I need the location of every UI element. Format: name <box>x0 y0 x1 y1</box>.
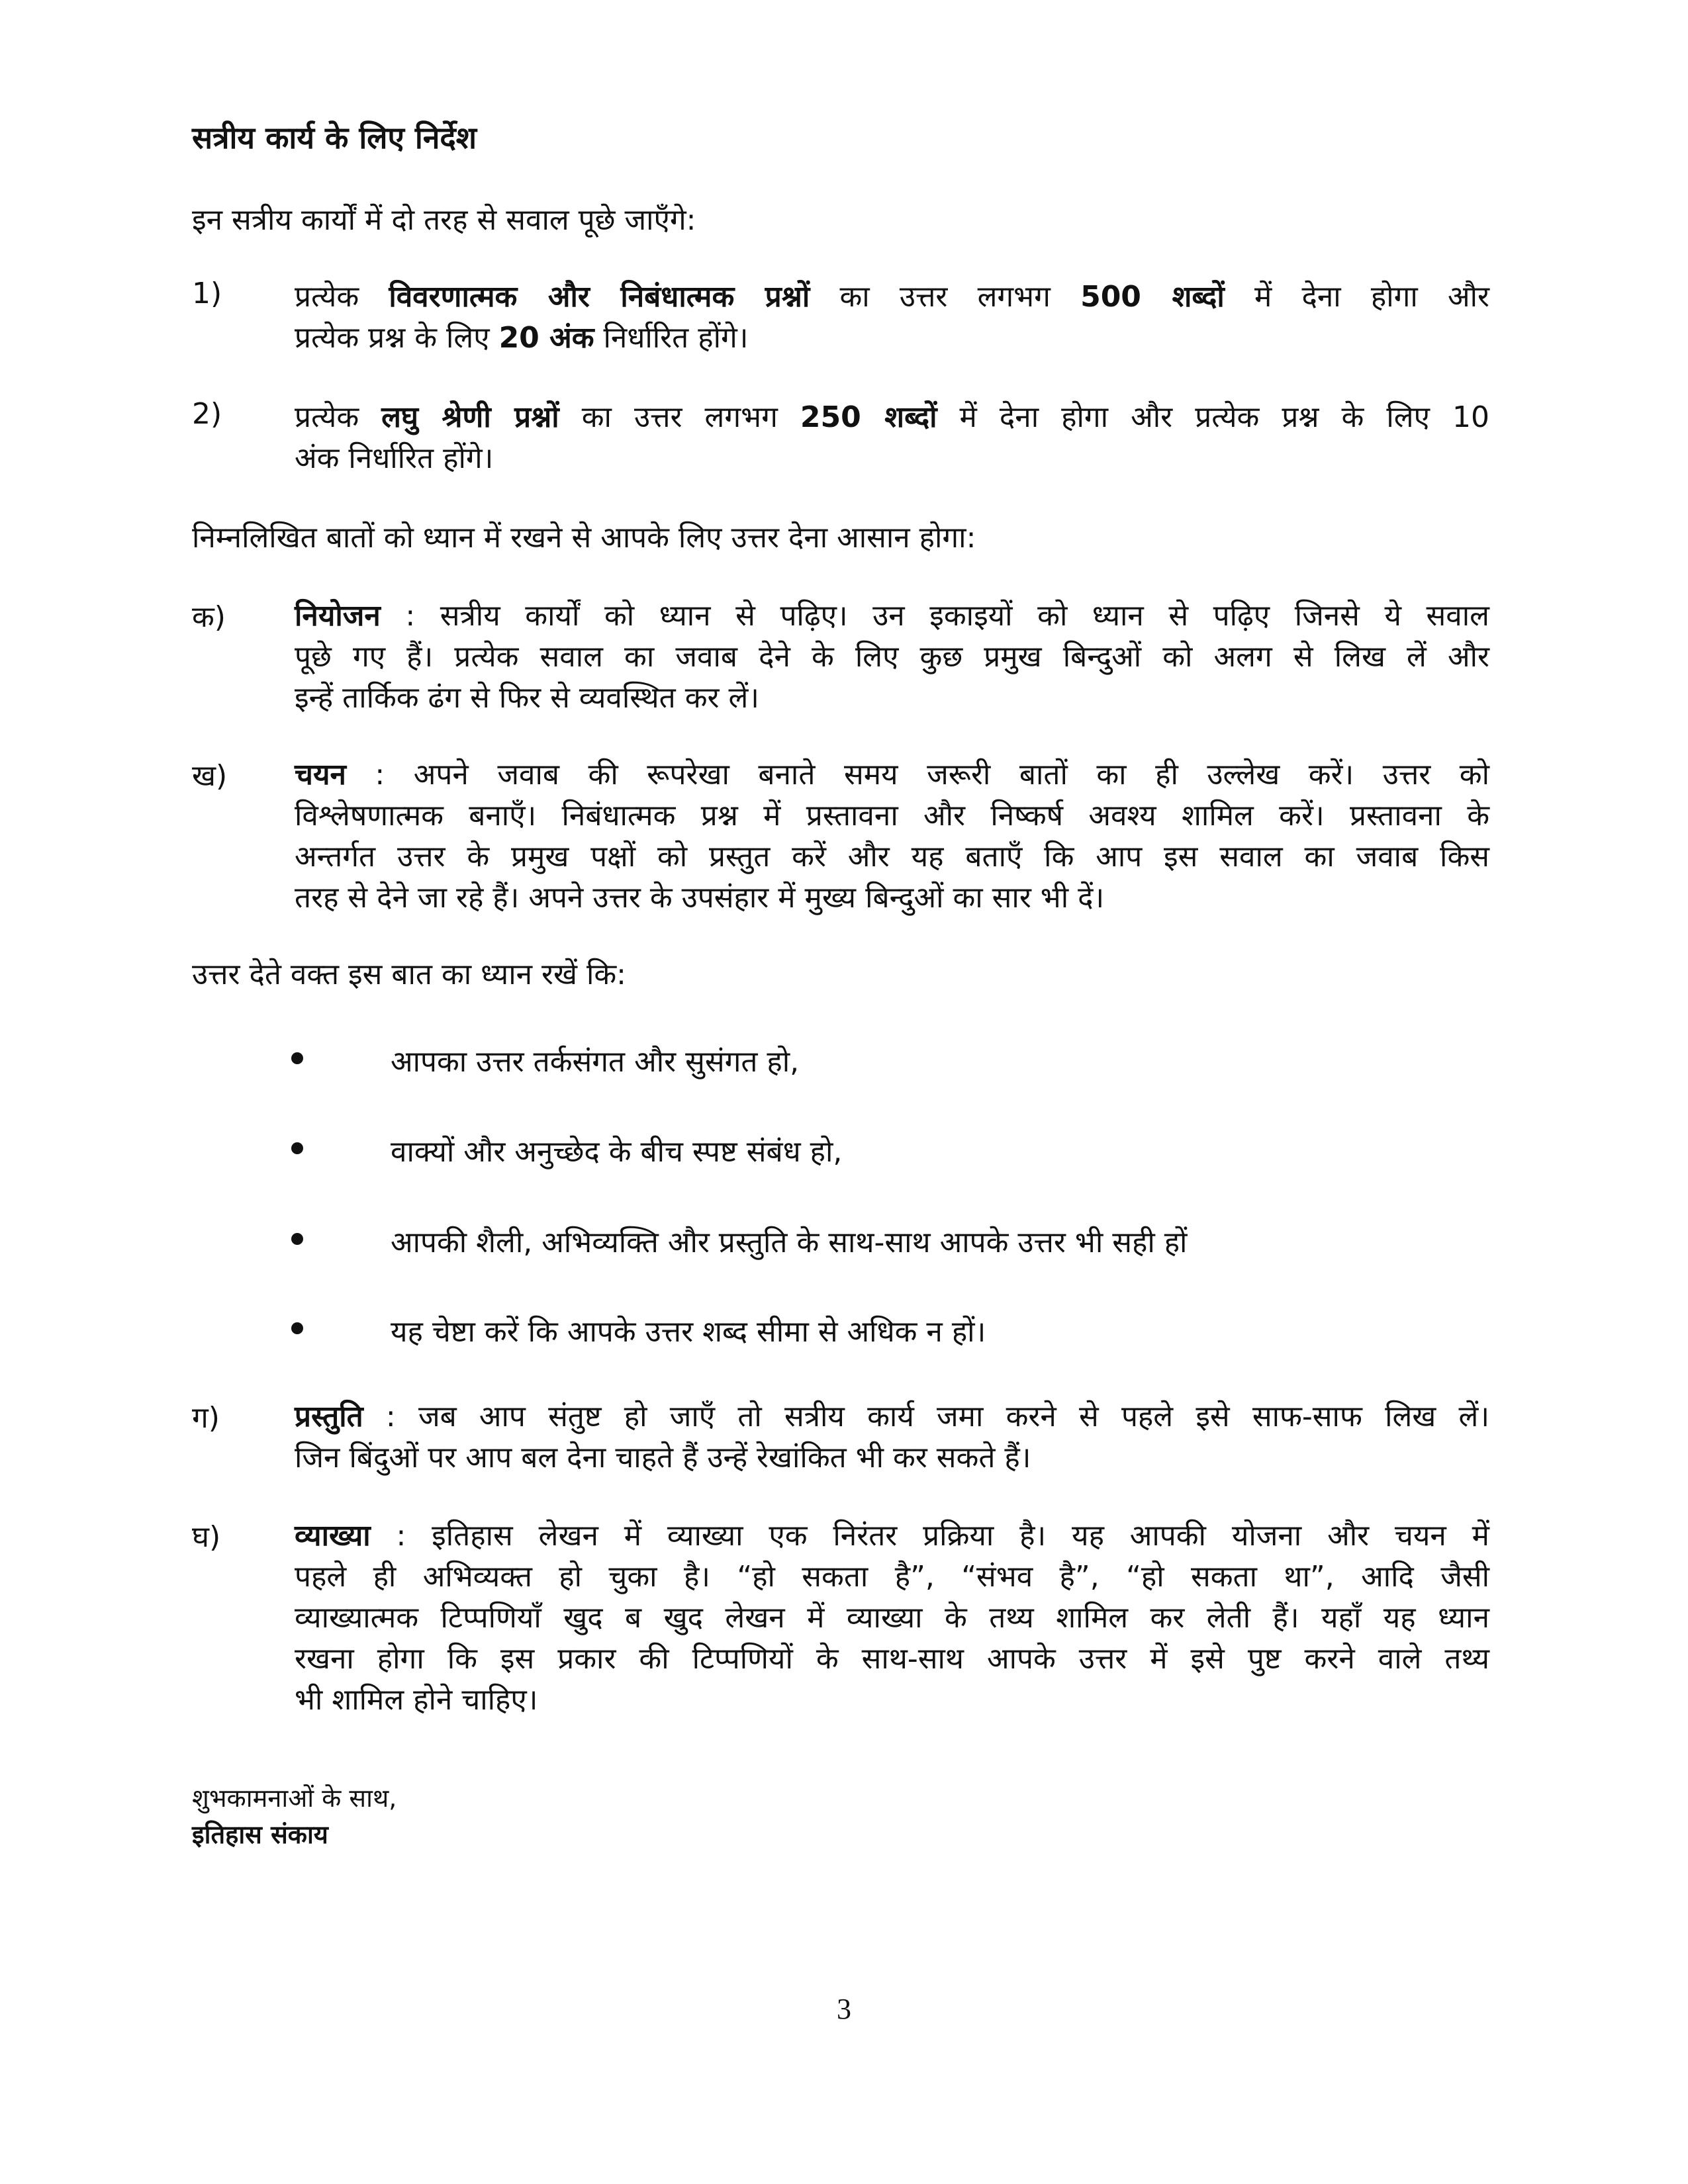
page-number: 3 <box>837 1993 851 2025</box>
bold-term: प्रस्तुति <box>295 1400 363 1433</box>
closing-greeting: शुभकामनाओं के साथ, <box>192 1784 397 1813</box>
bold-term: व्याख्या <box>295 1519 371 1553</box>
bold-term: नियोजन <box>295 599 381 633</box>
bullet-icon <box>291 1233 303 1245</box>
tips-intro-text: निम्नलिखित बातों को ध्यान में रखने से आपके लिए उत्तर देना आसान होगा: <box>192 521 976 555</box>
list-marker: 1) <box>192 277 222 310</box>
list-marker: क) <box>192 600 226 634</box>
bullet-icon <box>291 1052 303 1064</box>
answer-note-text: उत्तर देते वक्त इस बात का ध्यान रखें कि: <box>192 958 626 991</box>
list-marker: घ) <box>192 1520 221 1554</box>
intro-text: इन सत्रीय कार्यों में दो तरह से सवाल पूछे जाएँगे: <box>192 203 696 237</box>
list-marker: 2) <box>192 397 222 431</box>
tip-interpretation-text: व्याख्या : इतिहास लेखन में व्याख्या एक निरंतर प्रक्रिया है। यह आपकी योजना और चयन में पहले ही अभिव्यक्त हो चुका है। “हो सकता है”, “संभव है”, “हो सकता था”, आदि जैसी व्याख्यात्मक टिप्पणियाँ खुद ब खुद लेखन में व्याख्या के तथ्य शामिल कर लेती हैं। यहाँ यह ध्यान रखना होगा कि इस प्रकार की टिप्पणियों के साथ-साथ आपके उत्तर में इसे पुष्ट करने वाले तथ्य भी शामिल होने चाहिए। <box>295 1519 1489 1717</box>
bold-term: 500 शब्दों <box>1080 280 1225 314</box>
bold-term: 250 शब्दों <box>800 400 937 434</box>
tip-presentation-text: प्रस्तुति : जब आप संतुष्ट हो जाएँ तो सत्रीय कार्य जमा करने से पहले इसे साफ-साफ लिख लें। जिन बिंदुओं पर आप बल देना चाहते हैं उन्हें रेखांकित भी कर सकते हैं। <box>295 1400 1489 1475</box>
document-page: सत्रीय कार्य के लिए निर्देश इन सत्रीय कार्यों में दो तरह से सवाल पूछे जाएँगे: 1) प्रत्येक विवरणात्मक और निबंधात्मक प्रश्नों का उत्तर लगभग 500 शब्दों में देना होगा और प्रत्येक प्रश्न के लिए 20 अंक निर्धारित होंगे। 2) प्रत्येक लघु श्रेणी प्रश्नों का उत्तर लगभग 250 शब्दों में देना होगा और प्रत्येक प्रश्न के लिए 10 अंक निर्धारित होंगे। निम्नलिखित बातों को ध्यान में रखने से आपके लिए उत्तर देना आसान होगा: क) नियोजन : सत्रीय कार्यों को ध्यान से पढ़िए। उन इकाइयों को ध्यान से पढ़िए जिनसे ये सवाल पूछे गए हैं। प्रत्येक सवाल का जवाब देने के लिए कुछ प्रमुख बिन्दुओं को अलग से लिख लें और इन्हें तार्किक ढंग से फिर से व्यवस्थित कर लें। ख) चयन : अपने जवाब की रूपरेखा बनाते समय जरूरी बातों का ही उल्लेख करें। उत्तर को विश्लेषणात्मक बनाएँ। निबंधात्मक प्रश्न में प्रस्तावना और निष्कर्ष अवश्य शामिल करें। प्रस्तावना के अन्तर्गत उत्तर के प्रमुख पक्षों को प्रस्तुत करें और यह बताएँ कि आप इस सवाल का जवाब किस तरह से देने जा रहे हैं। अपने उत्तर के उपसंहार में मुख्य बिन्दुओं का सार भी दें। उत्तर देते वक्त इस बात का ध्यान रखें कि: आपका उत्तर तर्कसंगत और सुसंगत हो, वाक्यों और अनुच्छेद के बीच स्पष्ट संबंध हो, आपकी शैली, अभिव्यक्ति और प्रस्तुति के साथ-साथ आपके उत्तर भी सही हों यह चेष्टा करें कि आपके उत्तर शब्द सीमा से अधिक न हों। ग) प्रस्तुति : जब आप संतुष्ट हो जाएँ तो सत्रीय कार्य जमा करने से पहले इसे साफ-साफ लिख लें। जिन बिंदुओं पर आप बल देना चाहते हैं उन्हें रेखांकित भी कर सकते हैं। घ) व्याख्या : इतिहास लेखन में व्याख्या एक निरंतर प्रक्रिया है। यह आपकी योजना और चयन में पहले ही अभिव्यक्त हो चुका है। “हो सकता है”, “संभव है”, “हो सकता था”, आदि जैसी व्याख्यात्मक टिप्पणियाँ खुद ब खुद लेखन में व्याख्या के तथ्य शामिल कर लेती हैं। यहाँ यह ध्यान रखना होगा कि इस प्रकार की टिप्पणियों के साथ-साथ आपके उत्तर में इसे पुष्ट करने वाले तथ्य भी शामिल होने चाहिए। शुभकामनाओं के साथ, इतिहास संकाय 3 <box>0 0 1688 2184</box>
bold-term: 20 अंक <box>498 321 594 355</box>
closing-signature: इतिहास संकाय <box>192 1820 328 1849</box>
tip-selection-text: चयन : अपने जवाब की रूपरेखा बनाते समय जरूरी बातों का ही उल्लेख करें। उत्तर को विश्लेषणात्मक बनाएँ। निबंधात्मक प्रश्न में प्रस्तावना और निष्कर्ष अवश्य शामिल करें। प्रस्तावना के अन्तर्गत उत्तर के प्रमुख पक्षों को प्रस्तुत करें और यह बताएँ कि आप इस सवाल का जवाब किस तरह से देने जा रहे हैं। अपने उत्तर के उपसंहार में मुख्य बिन्दुओं का सार भी दें। <box>295 758 1489 915</box>
bold-term: लघु श्रेणी प्रश्नों <box>381 400 559 434</box>
bullet-icon <box>291 1322 303 1334</box>
question-type-2-text: प्रत्येक लघु श्रेणी प्रश्नों का उत्तर लगभग 250 शब्दों में देना होगा और प्रत्येक प्रश्न के लिए 10 अंक निर्धारित होंगे। <box>295 400 1490 475</box>
list-marker: ख) <box>192 759 228 793</box>
question-type-1-text: प्रत्येक विवरणात्मक और निबंधात्मक प्रश्नों का उत्तर लगभग 500 शब्दों में देना होगा और प्रत्येक प्रश्न के लिए 20 अंक निर्धारित होंगे। <box>295 280 1489 355</box>
tip-planning-text: नियोजन : सत्रीय कार्यों को ध्यान से पढ़िए। उन इकाइयों को ध्यान से पढ़िए जिनसे ये सवाल पूछे गए हैं। प्रत्येक सवाल का जवाब देने के लिए कुछ प्रमुख बिन्दुओं को अलग से लिख लें और इन्हें तार्किक ढंग से फिर से व्यवस्थित कर लें। <box>295 599 1489 715</box>
bold-term: चयन <box>295 758 346 792</box>
bold-term: विवरणात्मक और निबंधात्मक प्रश्नों <box>389 280 810 314</box>
bullet-icon <box>291 1142 303 1154</box>
list-marker: ग) <box>192 1401 220 1435</box>
page-title: सत्रीय कार्य के लिए निर्देश <box>192 120 477 156</box>
